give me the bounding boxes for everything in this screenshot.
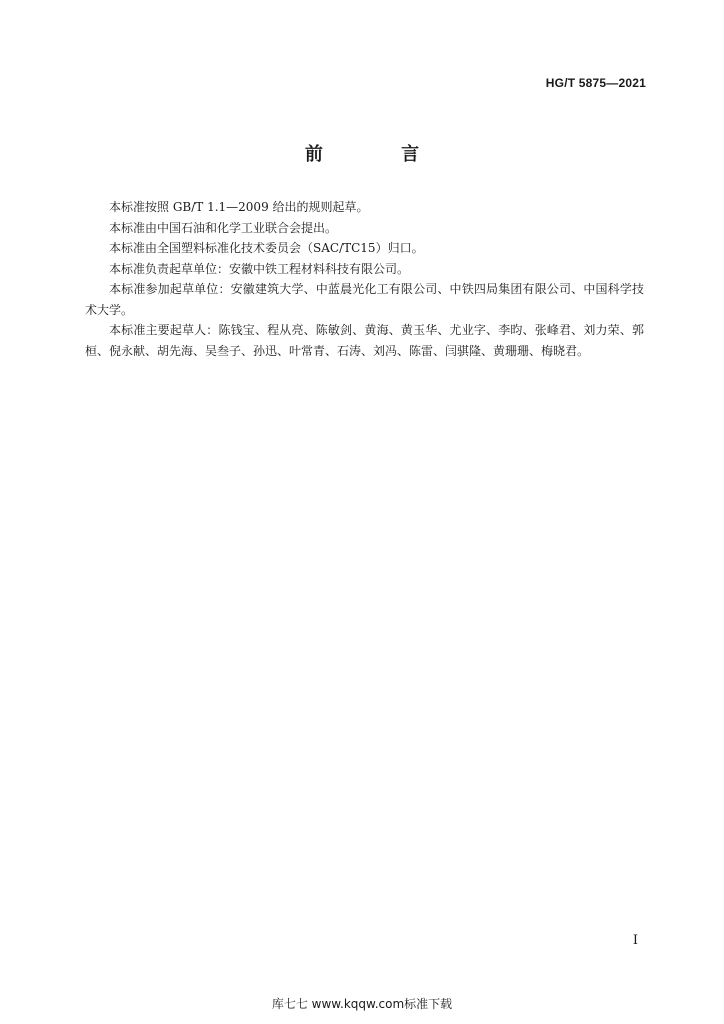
standard-number: HG/T 5875—2021 [545, 76, 646, 90]
page-title: 前 言 [304, 144, 456, 165]
paragraph-responsible-unit: 本标准负责起草单位：安徽中铁工程材料科技有限公司。 [109, 261, 410, 276]
footer-watermark: 库七七 www.kqqw.com标准下载 [271, 997, 453, 1011]
page-number: I [632, 933, 638, 948]
paragraph-participating-units: 本标准参加起草单位：安徽建筑大学、中蓝晨光化工有限公司、中铁四局集团有限公司、中国科学技术大学。 [85, 282, 644, 317]
paragraph-proposer: 本标准由中国石油和化学工业联合会提出。 [109, 220, 338, 235]
paragraph-drafting-rules: 本标准按照 GB/T 1.1—2009 给出的规则起草。 [109, 200, 369, 214]
paragraph-main-drafters: 本标准主要起草人：陈钱宝、程从亮、陈敏剑、黄海、黄玉华、尤业字、李昀、张峰君、刘力荣、郭桓、倪永献、胡先海、吴叁子、孙迅、叶常青、石涛、刘冯、陈雷、闫骐隆、黄珊珊、梅晓君。 [85, 323, 644, 358]
preface-body [85, 197, 644, 361]
paragraph-committee: 本标准由全国塑料标准化技术委员会（SAC/TC15）归口。 [109, 241, 424, 255]
